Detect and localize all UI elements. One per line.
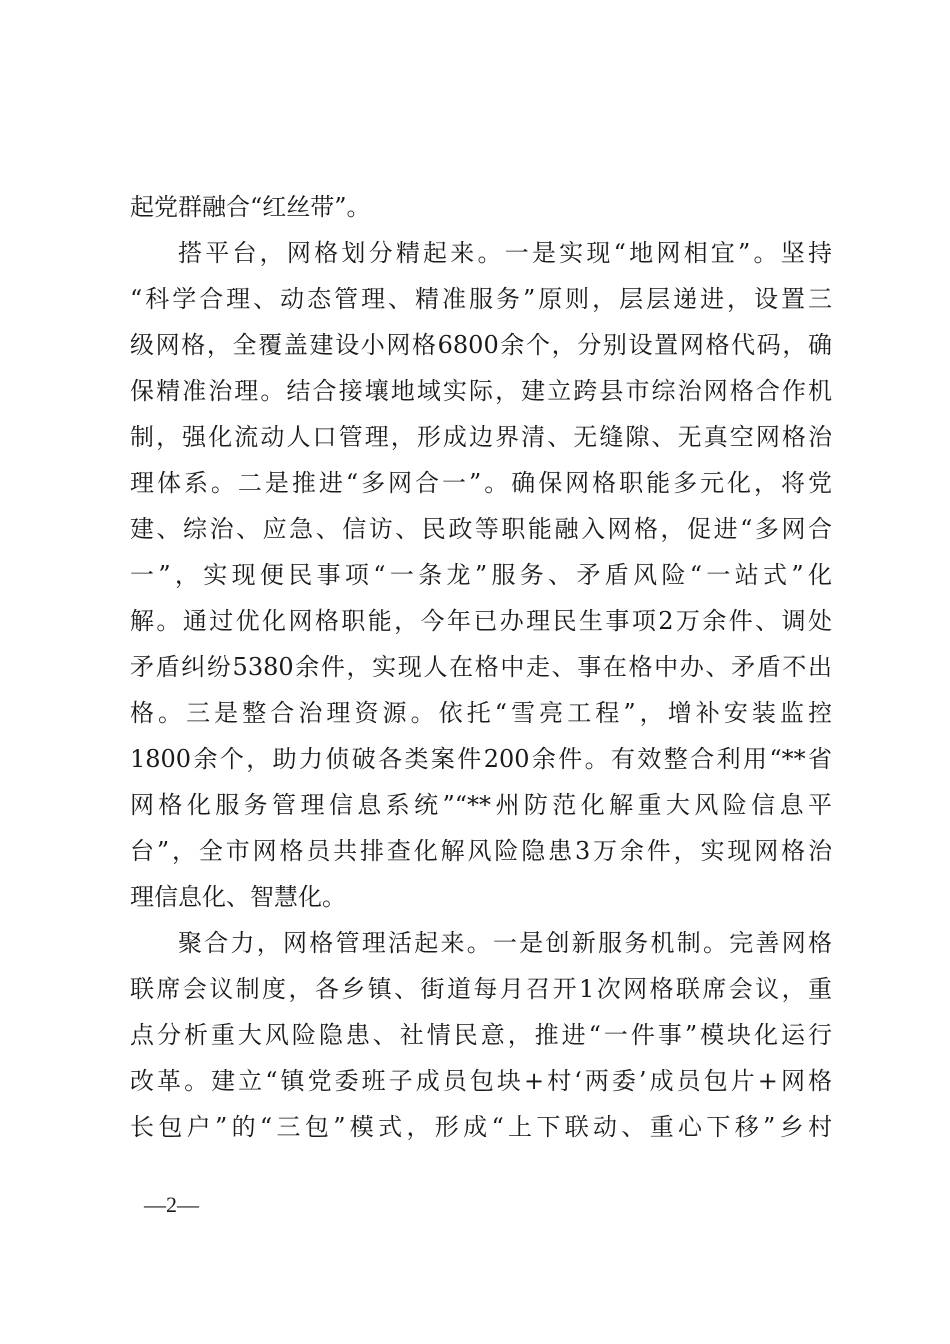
- text-line: 长包户”的“三包”模式，形成“上下联动、重心下移”乡村: [130, 1113, 832, 1141]
- text-line: 格。三是整合治理资源。依托“雪亮工程”，增补安装监控: [130, 699, 832, 727]
- text-line: 保精准治理。结合接壤地域实际，建立跨县市综治网格合作机: [130, 377, 832, 405]
- text-line: 网格化服务管理信息系统”“**州防范化解重大风险信息平: [130, 791, 832, 819]
- text-line: 搭平台，网格划分精起来。一是实现“地网相宜”。坚持: [178, 239, 832, 267]
- text-line: 矛盾纠纷5380余件，实现人在格中走、事在格中办、矛盾不出: [130, 653, 832, 681]
- document-body: [130, 184, 832, 1150]
- page-number: —2—: [144, 1192, 199, 1217]
- text-line: 级网格，全覆盖建设小网格6800余个，分别设置网格代码，确: [130, 331, 832, 359]
- text-line: 点分析重大风险隐患、社情民意，推进“一件事”模块化运行: [130, 1021, 832, 1049]
- text-line: 理体系。二是推进“多网合一”。确保网格职能多元化，将党: [130, 469, 832, 497]
- text-line: “科学合理、动态管理、精准服务”原则，层层递进，设置三: [130, 285, 832, 313]
- text-line: 改革。建立“镇党委班子成员包块+村‘两委’成员包片+网格: [130, 1067, 832, 1095]
- text-line: 起党群融合“红丝带”。: [130, 193, 371, 221]
- text-line: 台”，全市网格员共排查化解风险隐患3万余件，实现网格治: [130, 837, 832, 865]
- text-line: 制，强化流动人口管理，形成边界清、无缝隙、无真空网格治: [130, 423, 832, 451]
- text-line: 解。通过优化网格职能，今年已办理民生事项2万余件、调处: [130, 607, 832, 635]
- text-line: 建、综治、应急、信访、民政等职能融入网格，促进“多网合: [130, 515, 832, 543]
- text-line: 一”，实现便民事项“一条龙”服务、矛盾风险“一站式”化: [130, 561, 832, 589]
- text-line: 联席会议制度，各乡镇、街道每月召开1次网格联席会议，重: [130, 975, 832, 1003]
- text-line: 理信息化、智慧化。: [130, 883, 346, 911]
- text-line: 聚合力，网格管理活起来。一是创新服务机制。完善网格: [178, 929, 832, 957]
- text-line: 1800余个，助力侦破各类案件200余件。有效整合利用“**省: [130, 745, 832, 773]
